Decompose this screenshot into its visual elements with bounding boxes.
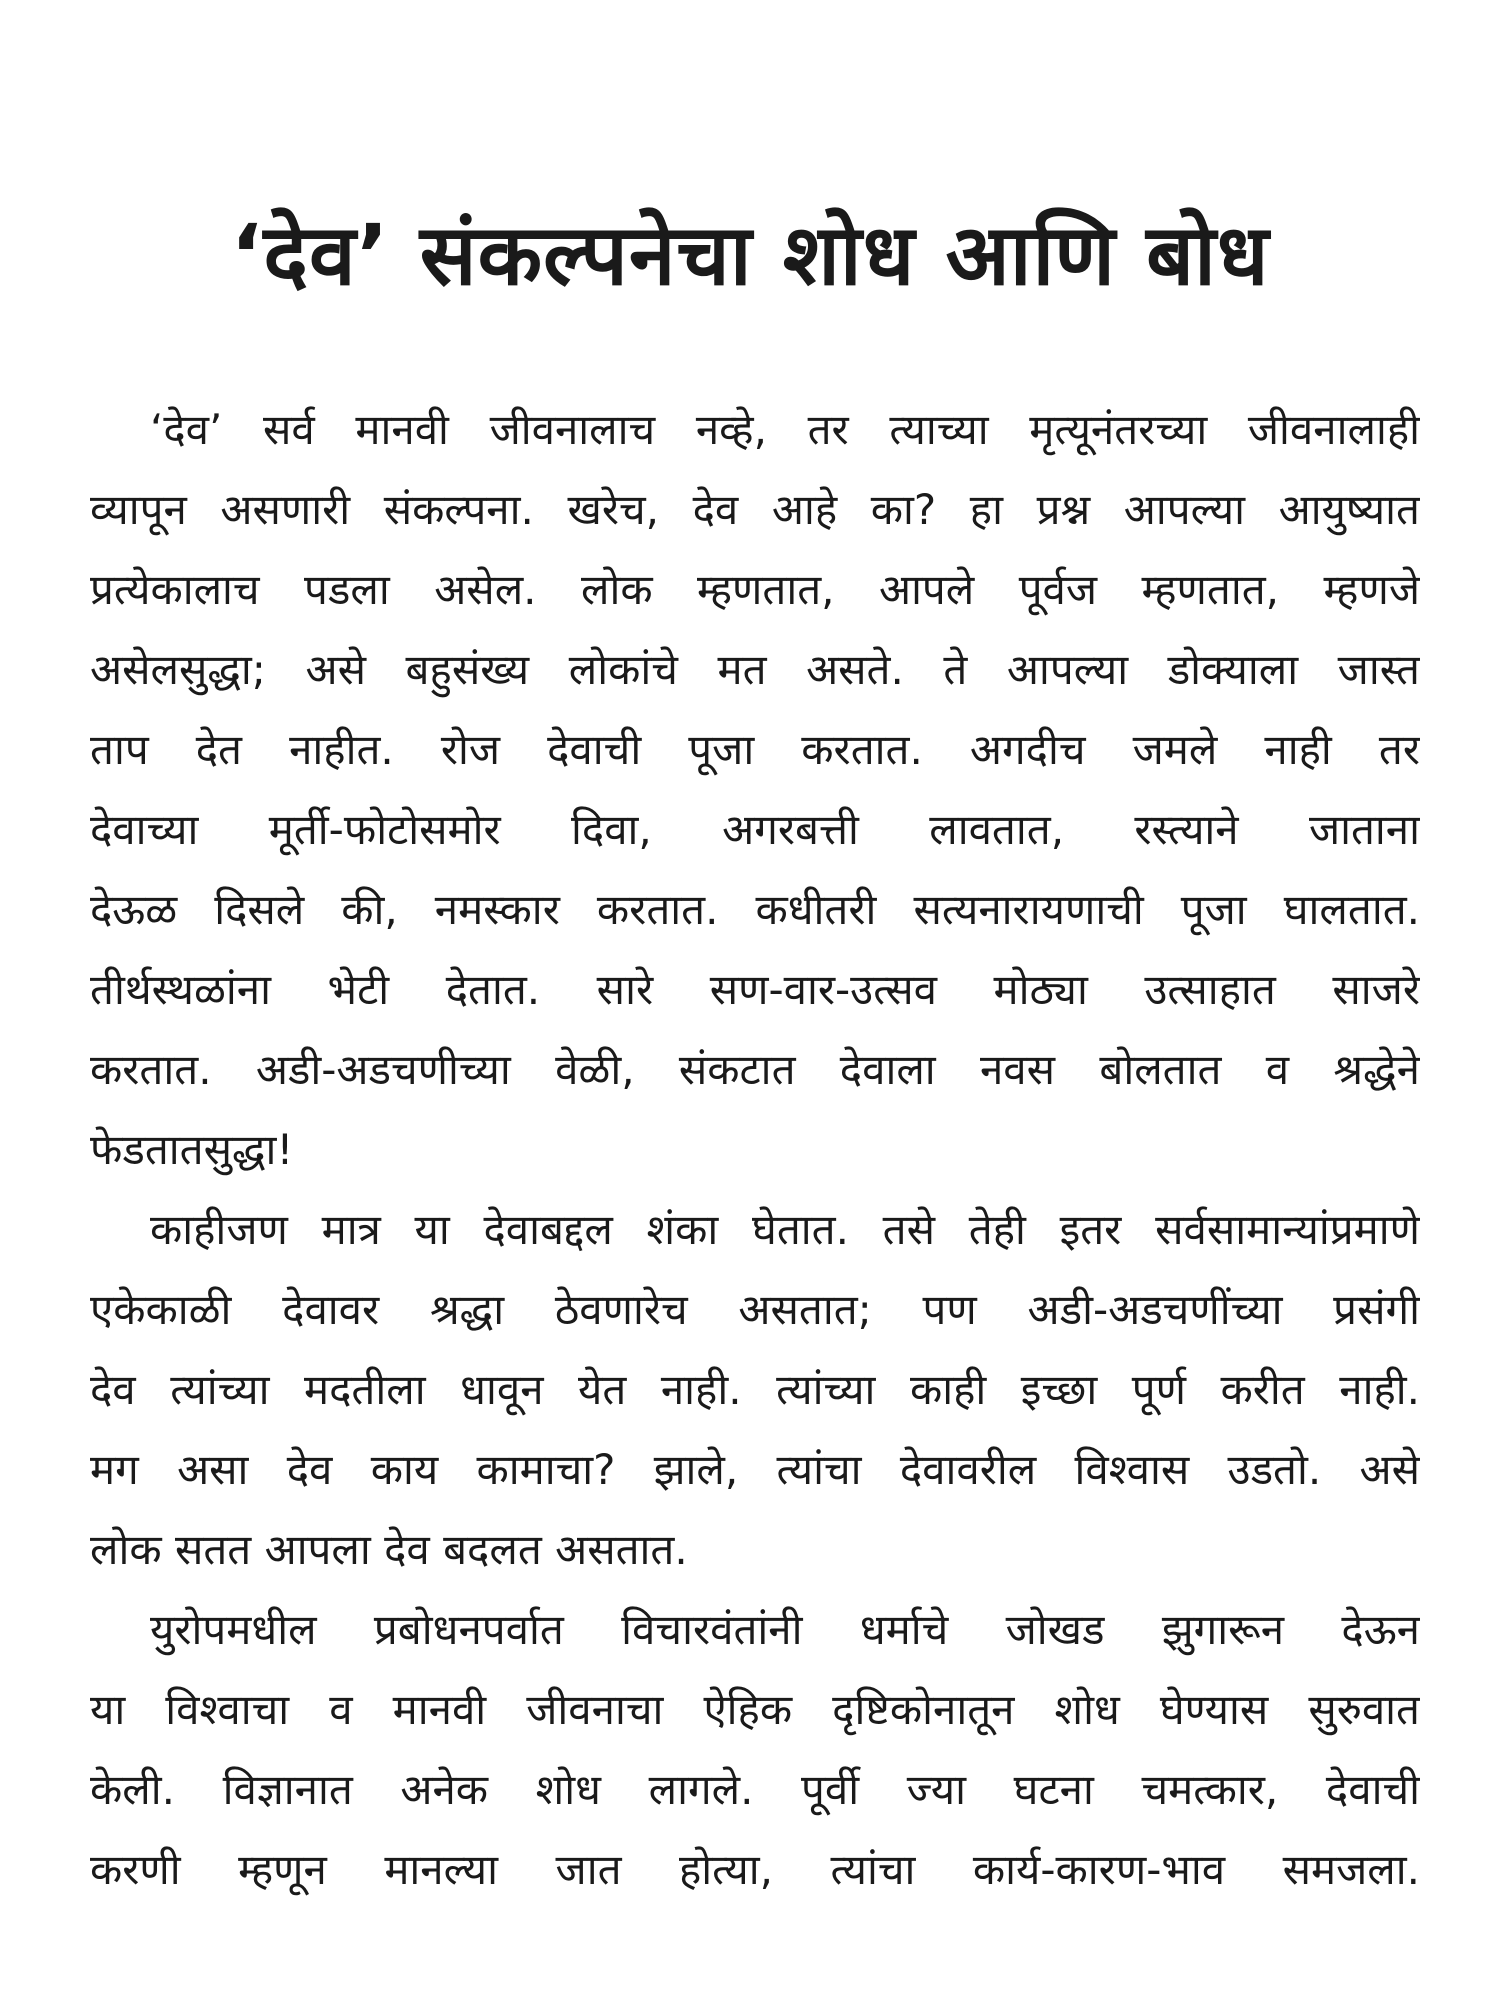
- text-line: करणी म्हणून मानल्या जात होत्या, त्यांचा कार्य-कारण-भाव समजला.: [90, 1845, 1420, 1894]
- text-line: असेलसुद्धा; असे बहुसंख्य लोकांचे मत असते. ते आपल्या डोक्याला जास्त: [90, 645, 1420, 694]
- text-line: देवाच्या मूर्ती-फोटोसमोर दिवा, अगरबत्ती लावतात, रस्त्याने जाताना: [90, 805, 1420, 854]
- text-line: या विश्वाचा व मानवी जीवनाचा ऐहिक दृष्टिकोनातून शोध घेण्यास सुरुवात: [90, 1685, 1420, 1734]
- text-line: करतात. अडी-अडचणीच्या वेळी, संकटात देवाला नवस बोलतात व श्रद्धेने: [90, 1045, 1420, 1094]
- text-line: व्यापून असणारी संकल्पना. खरेच, देव आहे का? हा प्रश्न आपल्या आयुष्यात: [90, 485, 1420, 534]
- text-line: काहीजण मात्र या देवाबद्दल शंका घेतात. तसे तेही इतर सर्वसामान्यांप्रमाणे: [150, 1205, 1420, 1254]
- text-line: ताप देत नाहीत. रोज देवाची पूजा करतात. अगदीच जमले नाही तर: [90, 725, 1420, 774]
- text-line: एकेकाळी देवावर श्रद्धा ठेवणारेच असतात; पण अडी-अडचणींच्या प्रसंगी: [90, 1285, 1420, 1334]
- paragraph-1: [90, 390, 1420, 1190]
- text-line: देऊळ दिसले की, नमस्कार करतात. कधीतरी सत्यनारायणाची पूजा घालतात.: [90, 885, 1420, 934]
- paragraph-2: [90, 1190, 1420, 1590]
- paragraph-3: [90, 1590, 1420, 1910]
- text-line: केली. विज्ञानात अनेक शोध लागले. पूर्वी ज्या घटना चमत्कार, देवाची: [90, 1765, 1420, 1814]
- text-line: ‘देव’ सर्व मानवी जीवनालाच नव्हे, तर त्याच्या मृत्यूनंतरच्या जीवनालाही: [150, 405, 1420, 454]
- text-line: फेडतातसुद्धा!: [90, 1125, 294, 1174]
- page-title: ‘देव’ संकल्पनेचा शोध आणि बोध: [230, 206, 1270, 304]
- text-line: प्रत्येकालाच पडला असेल. लोक म्हणतात, आपले पूर्वज म्हणतात, म्हणजे: [90, 565, 1420, 614]
- text-line: युरोपमधील प्रबोधनपर्वात विचारवंतांनी धर्माचे जोखड झुगारून देऊन: [150, 1605, 1420, 1654]
- body-text: [90, 390, 1420, 1910]
- text-line: मग असा देव काय कामाचा? झाले, त्यांचा देवावरील विश्वास उडतो. असे: [90, 1445, 1420, 1494]
- text-line: लोक सतत आपला देव बदलत असतात.: [90, 1525, 688, 1574]
- text-line: देव त्यांच्या मदतीला धावून येत नाही. त्यांच्या काही इच्छा पूर्ण करीत नाही.: [90, 1365, 1420, 1414]
- text-line: तीर्थस्थळांना भेटी देतात. सारे सण-वार-उत्सव मोठ्या उत्साहात साजरे: [90, 965, 1420, 1014]
